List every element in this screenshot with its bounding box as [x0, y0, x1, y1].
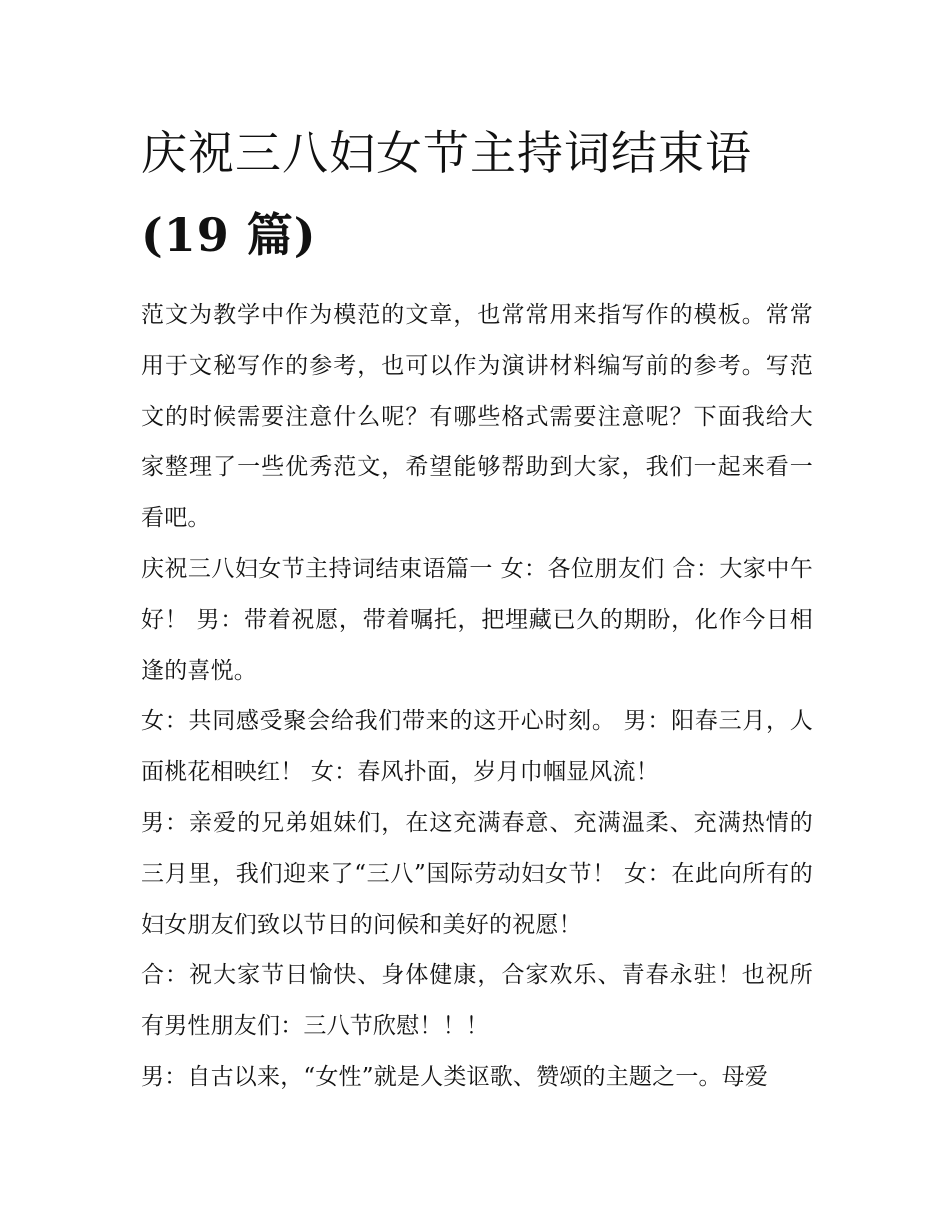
document-body	[141, 290, 813, 1103]
paragraph: 女：共同感受聚会给我们带来的这开心时刻。 男：阳春三月，人面桃花相映红！ 女：春风扑面，岁月巾帼显风流！	[141, 708, 813, 786]
document-page	[141, 112, 813, 1103]
paragraph: 范文为教学中作为模范的文章，也常常用来指写作的模板。常常用于文秘写作的参考，也可以作为演讲材料编写前的参考。写范文的时候需要注意什么呢？有哪些格式需要注意呢？下面我给大家整理了一些优秀范文，希望能够帮助到大家，我们一起来看一看吧。	[141, 302, 813, 532]
paragraph: 庆祝三八妇女节主持词结束语篇一 女：各位朋友们 合：大家中午好！ 男：带着祝愿，带着嘱托，把埋藏已久的期盼，化作今日相逢的喜悦。	[141, 555, 813, 684]
paragraph: 合：祝大家节日愉快、身体健康，合家欢乐、青春永驻！也祝所有男性朋友们：三八节欣慰！！！	[141, 962, 813, 1040]
title-line-1: 庆祝三八妇女节主持词结束语	[141, 126, 752, 180]
title-line-2: (19 篇)	[141, 208, 317, 262]
paragraph: 男：亲爱的兄弟姐妹们，在这充满春意、充满温柔、充满热情的三月里，我们迎来了“三八”国际劳动妇女节！ 女：在此向所有的妇女朋友们致以节日的问候和美好的祝愿！	[141, 809, 813, 938]
document-title	[141, 112, 813, 276]
paragraph: 男：自古以来，“女性”就是人类讴歌、赞颂的主题之一。母爱	[141, 1063, 769, 1090]
